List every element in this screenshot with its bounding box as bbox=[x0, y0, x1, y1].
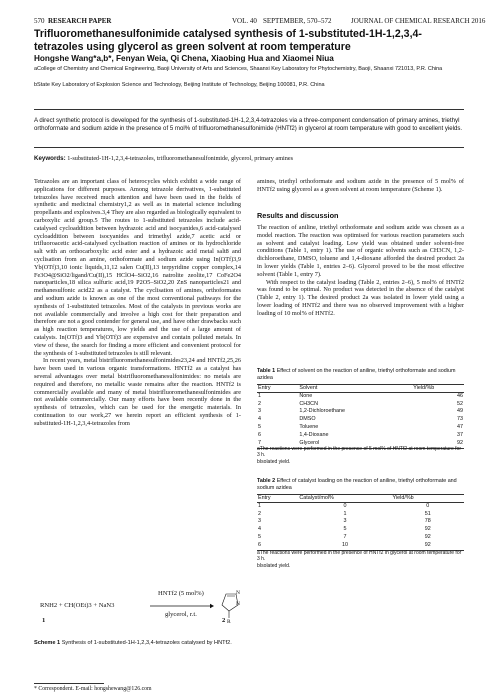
table-2-caption bbox=[257, 478, 464, 491]
table-cell: 1,2-Dichloroethane bbox=[299, 408, 345, 415]
compound-label-1: 1 bbox=[42, 617, 46, 624]
right-intro-continuation bbox=[257, 178, 464, 194]
keywords-line bbox=[34, 155, 464, 162]
table-cell: 7 bbox=[343, 534, 347, 541]
table-header-row bbox=[257, 385, 464, 393]
reaction-arrow-icon bbox=[149, 603, 215, 609]
abstract: A direct synthetic protocol is developed for the synthesis of 1-substituted-1H-1,2,3,4-tetrazoles via a three-component condensation of primary amines, triethyl orthoformate and sodium azide in the presence of 5 mol% of trifluoromethanesulfonimide (HNTf2) in glycerol at room temperature with good to excellent yields. bbox=[34, 117, 463, 132]
author-list: Hongshe Wang*a,b*, Fenyan Weia, Qi Chena, Xiaobing Hua and Xiaomei Niua bbox=[34, 54, 334, 63]
page-number: 570 bbox=[34, 17, 45, 25]
table-row bbox=[257, 392, 464, 400]
table-row bbox=[257, 416, 464, 424]
keywords-text: 1-substituted-1H-1,2,3,4-tetrazoles, trifluoromethanesulfonimide, glycerol, primary amines bbox=[67, 155, 293, 162]
results-paragraph-1: The reaction of aniline, triethyl orthoformate and sodium azide was chosen as a model reaction. The reaction was optimised for various reaction parameters such as solvent and catalyst loading. Low yield was obtained under solvent-free conditions (Table 1, entry 1). The use of organic solvents such as CH3CN, 1,2-dichloroethane, DMSO, toluene and 1,4-dioxane afforded the desired product 2a in lower yields (Table 1, entries 2–6). Glycerol proved to be the most effective solvent (Table 1, entry 7). bbox=[257, 224, 464, 278]
table-header-row bbox=[257, 495, 464, 503]
intro-paragraph-2: In recent years, metal bistrifluoromethanesulfonimides23,24 and HNTf2,25,26 have been used in various organic transformations. HNTf2 as a catalyst has several advantages over metal bistrifluoromethanesulfonimides: no metals are required and therefore, no metallic waste remains after the reaction. HNTf2 is commercially available and many of metal bistrifluoromethanesulfonimides are not available commercially. Our many efforts have been recently done in the synthesis of tetrazoles, which can be used for the energetic materials. In continuation to our work,27 we herein report an efficient synthesis of 1-substituted-1H-1,2,3,4-tetrazoles from bbox=[34, 357, 241, 427]
table-cell: CH3CN bbox=[299, 400, 318, 407]
table-cell: 92 bbox=[424, 534, 431, 541]
intro-continuation: amines, triethyl orthoformate and sodium azide in the presence of 5 mol% of HNTf2 using glycerol as a green solvent at room temperature (Scheme 1). bbox=[257, 178, 464, 193]
table-1-caption bbox=[257, 368, 464, 381]
atom-n-label: N bbox=[236, 601, 240, 607]
section-label: RESEARCH PAPER bbox=[48, 17, 112, 25]
table-cell: 1 bbox=[258, 392, 261, 399]
table-cell: 49 bbox=[457, 408, 463, 415]
table-cell: Toluene bbox=[299, 424, 319, 431]
column-header: Catalyst/mol% bbox=[298, 495, 391, 503]
table-cell: 7 bbox=[257, 440, 298, 448]
table-cell: 51 bbox=[424, 510, 431, 517]
table-cell: 92 bbox=[424, 526, 431, 533]
footnote-rule bbox=[34, 683, 104, 684]
table-cell: 4 bbox=[258, 416, 261, 423]
table-cell: 5 bbox=[343, 526, 347, 533]
atom-r-label: R bbox=[227, 619, 231, 625]
table-cell: 5 bbox=[258, 424, 261, 431]
table-2-caption-text: Effect of catalyst loading on the reaction of aniline, triethyl orthoformate and sodium azidea bbox=[257, 478, 457, 491]
table-cell: None bbox=[299, 392, 313, 399]
table-cell: 0 bbox=[343, 502, 347, 509]
table-cell: 47 bbox=[457, 424, 463, 431]
table-1-note-a: aThe reactions were performed in the presence of 5 mol% of HNTf2 at room temperature for 3 h. bbox=[257, 446, 461, 459]
atom-n-label: N bbox=[236, 590, 240, 596]
table-cell: 52 bbox=[457, 400, 463, 407]
table-1-label: Table 1 bbox=[257, 368, 276, 374]
table-1-note-b: bIsolated yield. bbox=[257, 459, 291, 465]
table-1 bbox=[257, 384, 464, 449]
issue-date-pages: SEPTEMBER, 570–572 bbox=[263, 17, 332, 25]
table-cell: 2 bbox=[258, 400, 261, 407]
table-row bbox=[257, 408, 464, 416]
table-cell: 4 bbox=[258, 526, 261, 533]
table-cell: 92 bbox=[392, 542, 464, 550]
results-heading: Results and discussion bbox=[257, 211, 339, 220]
column-header: Yield/%b bbox=[412, 385, 464, 393]
column-header: Solvent bbox=[298, 385, 412, 393]
table-cell: Glycerol bbox=[298, 440, 412, 448]
table-cell: 6 bbox=[257, 542, 298, 550]
table-cell: 2 bbox=[258, 510, 261, 517]
scheme-caption bbox=[34, 640, 241, 647]
results-column bbox=[257, 224, 464, 318]
table-cell: 73 bbox=[457, 416, 463, 423]
column-header: Yield/%b bbox=[392, 495, 464, 503]
table-cell: 10 bbox=[298, 542, 391, 550]
table-cell: 1 bbox=[343, 510, 347, 517]
table-cell: 6 bbox=[258, 432, 261, 439]
abstract-top-rule bbox=[34, 109, 464, 110]
table-cell: 3 bbox=[258, 518, 261, 525]
table-cell: 3 bbox=[343, 518, 347, 525]
affiliation-a: aCollege of Chemistry and Chemical Engineering, Baoji University of Arts and Sciences, Shaanxi Key Laboratory for Phytochemistry, Baoji, Shaanxi 721013, P.R. China bbox=[34, 66, 443, 72]
table-2-note-a: aThe reactions were performed in the presence of HNTf2 in glycerol at room temperature for 3 h. bbox=[257, 550, 462, 563]
scheme-caption-text: Synthesis of 1-substituted-1H-1,2,3,4-tetrazoles catalysed by HNTf2. bbox=[61, 640, 232, 646]
table-2 bbox=[257, 494, 464, 551]
table-cell: 1 bbox=[258, 502, 261, 509]
table-row bbox=[257, 424, 464, 432]
intro-paragraph-1: Tetrazoles are an important class of heterocycles which exhibit a wide range of applications for different purposes. Among tetrazole derivatives, 1-substituted tetrazoles have received much attention and have been used in the fields of synthetic and medicinal chemistry1,2 as well as in material science including propellants and explosives.3,4 They are also regarded as biologically equivalent to carboxylic acid group.5 The routes to 1-substituted tetrazoles include acid-catalysed cycloaddition between hydrazoic acid and isocyanides,6 acid-catalysed cycloaddition between isocyanides and trimethyl azide,7 acetic acid or trifluoroacetic acid-catalysed cyclisation reaction of amines or its hydrochloride salt with an orthocarboxylic acid ester and a hydrazoic acid metal salt8 and cyclisation from an amine, orthoformate and sodium azide using In(OTf)3,9 Yb(OTf)3,10 ionic liquids,11,12 salen Cu(II),13 terpyridine copper complex,14 Fe3O4@SiO2/ligand/Cu(II),15 HClO4–SiO2,16 natrolite zeolite,17 CoFe2O4 nanoparticles,18 silica sulfuric acid,19 P2O5–SiO2,20 ZnS nanoparticles21 and methanesulfonic acid22 as a catalyst. The cyclisation of amines, orthoformates and sodium azide is known as one of the most conventional pathways for the synthesis of 1-substituted tetrazoles. Most of the catalysts in previous works are not available commercially and involve a high cost for their preparation and therefore are not a good contender for general use, and have other drawbacks such as high reaction temperatures, low yields and the use of a large amount of catalysts. In(OTf)3 and Yb(OTf)3 are expensive and contain polluted metals. In view of these, the search for finding a more efficient and convenient protocol for the synthesis of 1-substituted tetrazoles is still relevant. bbox=[34, 178, 241, 357]
table-row bbox=[257, 432, 464, 440]
abstract-bottom-rule bbox=[34, 147, 464, 148]
table-cell: 46 bbox=[457, 392, 463, 399]
scheme-caption-label: Scheme 1 bbox=[34, 640, 61, 646]
table-row bbox=[257, 510, 464, 518]
table-row bbox=[257, 518, 464, 526]
table-cell: 0 bbox=[426, 502, 430, 509]
affiliation-b: bState Key Laboratory of Explosion Science and Technology, Beijing Institute of Technology, Beijing 100081, P.R. China bbox=[34, 82, 325, 88]
paper-title: Trifluoromethanesulfonimide catalysed synthesis of 1-substituted-1H-1,2,3,4-tetrazoles using glycerol as green solvent at room temperature bbox=[34, 28, 422, 53]
journal-name: JOURNAL OF CHEMICAL RESEARCH 2016 bbox=[351, 17, 486, 25]
table-2-note-b: bIsolated yield. bbox=[257, 563, 291, 569]
correspondence-footnote: * Correspondent. E-mail: hongshewang@126.com bbox=[34, 686, 152, 692]
table-row bbox=[257, 502, 464, 510]
scheme-solvent: glycerol, r.t. bbox=[165, 611, 197, 618]
table-cell: DMSO bbox=[299, 416, 316, 423]
results-paragraph-2: With respect to the catalyst loading (Table 2, entries 2–6), 5 mol% of HNTf2 was found to be optimal. No product was detected in the absence of the catalyst (Table 2, entry 1). The desired product 2a was isolated in lower yield using a lower loading of HNTf2 and there was no observed improvement with a higher loading of 10 mol% of HNTf2. bbox=[257, 278, 464, 317]
keywords-label: Keywords: bbox=[34, 155, 66, 162]
column-header: Entry bbox=[257, 495, 298, 503]
scheme-1 bbox=[34, 587, 241, 637]
scheme-catalyst: HNTf2 (5 mol%) bbox=[158, 590, 204, 597]
table-cell: 78 bbox=[424, 518, 431, 525]
column-header: Entry bbox=[257, 385, 298, 393]
table-cell: 37 bbox=[457, 432, 463, 439]
volume: VOL. 40 bbox=[232, 17, 257, 25]
table-cell: 5 bbox=[258, 534, 261, 541]
table-cell: 92 bbox=[412, 440, 464, 448]
intro-column bbox=[34, 178, 241, 428]
scheme-reactants: RNH2 + CH(OEt)3 + NaN3 bbox=[40, 602, 115, 609]
table-cell: 3 bbox=[258, 408, 261, 415]
table-row bbox=[257, 534, 464, 542]
table-cell: 1,4-Dioxane bbox=[299, 432, 329, 439]
compound-label-2: 2 bbox=[222, 617, 226, 624]
table-1-caption-text: Effect of solvent on the reaction of aniline, triethyl orthoformate and sodium azidea bbox=[257, 368, 456, 381]
table-2-label: Table 2 bbox=[257, 478, 276, 484]
table-row bbox=[257, 526, 464, 534]
table-row bbox=[257, 400, 464, 408]
